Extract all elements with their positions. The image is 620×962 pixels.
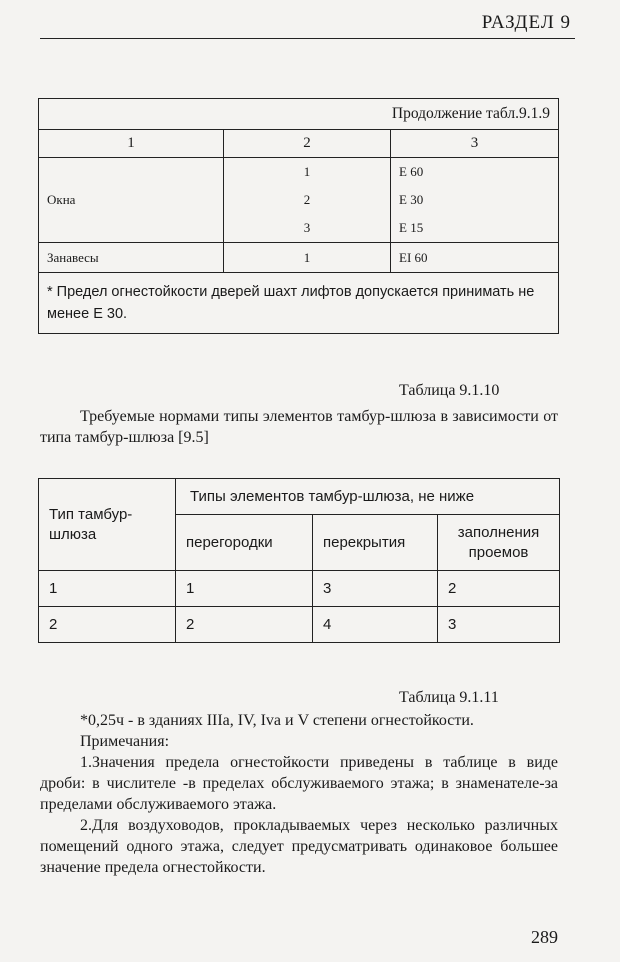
notes-title: Примечания: <box>80 733 170 750</box>
windows-num-1: 1 <box>303 164 311 179</box>
table-9-1-11-label: Таблица 9.1.11 <box>399 689 499 706</box>
group-header: Типы элементов тамбур-шлюза, не ниже <box>176 479 560 515</box>
table-row <box>39 607 560 643</box>
table-row <box>39 571 560 607</box>
windows-value-2: E 30 <box>399 192 424 207</box>
column-header-2: 2 <box>224 130 391 158</box>
note-1: 1.Значения предела огнестойкости приведены в таблице в виде дроби: в числителе -в пределах обслуживаемого этажа; в знаменателе-за пределами обслуживаемого этажа. <box>40 754 558 813</box>
cell-partitions: 1 <box>176 571 313 607</box>
column-header-1: 1 <box>39 130 224 158</box>
cell-openings: 3 <box>438 607 560 643</box>
windows-numbers <box>224 158 391 243</box>
cell-type: 1 <box>39 571 176 607</box>
windows-value-3: E 15 <box>399 220 424 235</box>
table-row-curtains <box>39 243 559 273</box>
curtains-value: EI 60 <box>391 243 559 273</box>
cell-type: 2 <box>39 607 176 643</box>
table-9-1-10-label: Таблица 9.1.10 <box>399 382 500 399</box>
table-row-windows <box>39 158 559 243</box>
column-header-3: 3 <box>391 130 559 158</box>
windows-value-1: E 60 <box>399 164 424 179</box>
table-9-1-10 <box>38 478 560 643</box>
continuation-label: Продолжение табл.9.1.9 <box>39 99 559 130</box>
footnote: *0,25ч - в зданиях IIIа, IV, Iva и V степени огнестойкости. <box>80 712 474 729</box>
windows-num-2: 2 <box>303 192 311 207</box>
cell-floors: 4 <box>313 607 438 643</box>
table-note: * Предел огнестойкости дверей шахт лифтов допускается принимать не менее Е 30. <box>39 273 559 334</box>
running-header <box>40 8 575 39</box>
subheader-floors: перекрытия <box>313 515 438 571</box>
table-9-1-10-description: Требуемые нормами типы элементов тамбур-шлюза в зависимости от типа тамбур-шлюза [9.5] <box>40 408 558 446</box>
note-2: 2.Для воздуховодов, прокладываемых через несколько различных помещений одного этажа, следует предусматривать одинаковое большее значение предела огнестойкости. <box>40 817 558 876</box>
subheader-partitions: перегородки <box>176 515 313 571</box>
section-title: РАЗДЕЛ 9 <box>481 12 571 33</box>
cell-openings: 2 <box>438 571 560 607</box>
windows-label: Окна <box>39 158 224 243</box>
cell-floors: 3 <box>313 571 438 607</box>
table-9-1-9-continuation <box>38 98 559 334</box>
page-number: 289 <box>531 927 558 947</box>
windows-num-3: 3 <box>303 220 311 235</box>
subheader-openings: заполнения проемов <box>438 515 560 571</box>
curtains-label: Занавесы <box>39 243 224 273</box>
windows-values <box>391 158 559 243</box>
cell-partitions: 2 <box>176 607 313 643</box>
column-header-type: Тип тамбур-шлюза <box>39 479 176 571</box>
curtains-num: 1 <box>224 243 391 273</box>
